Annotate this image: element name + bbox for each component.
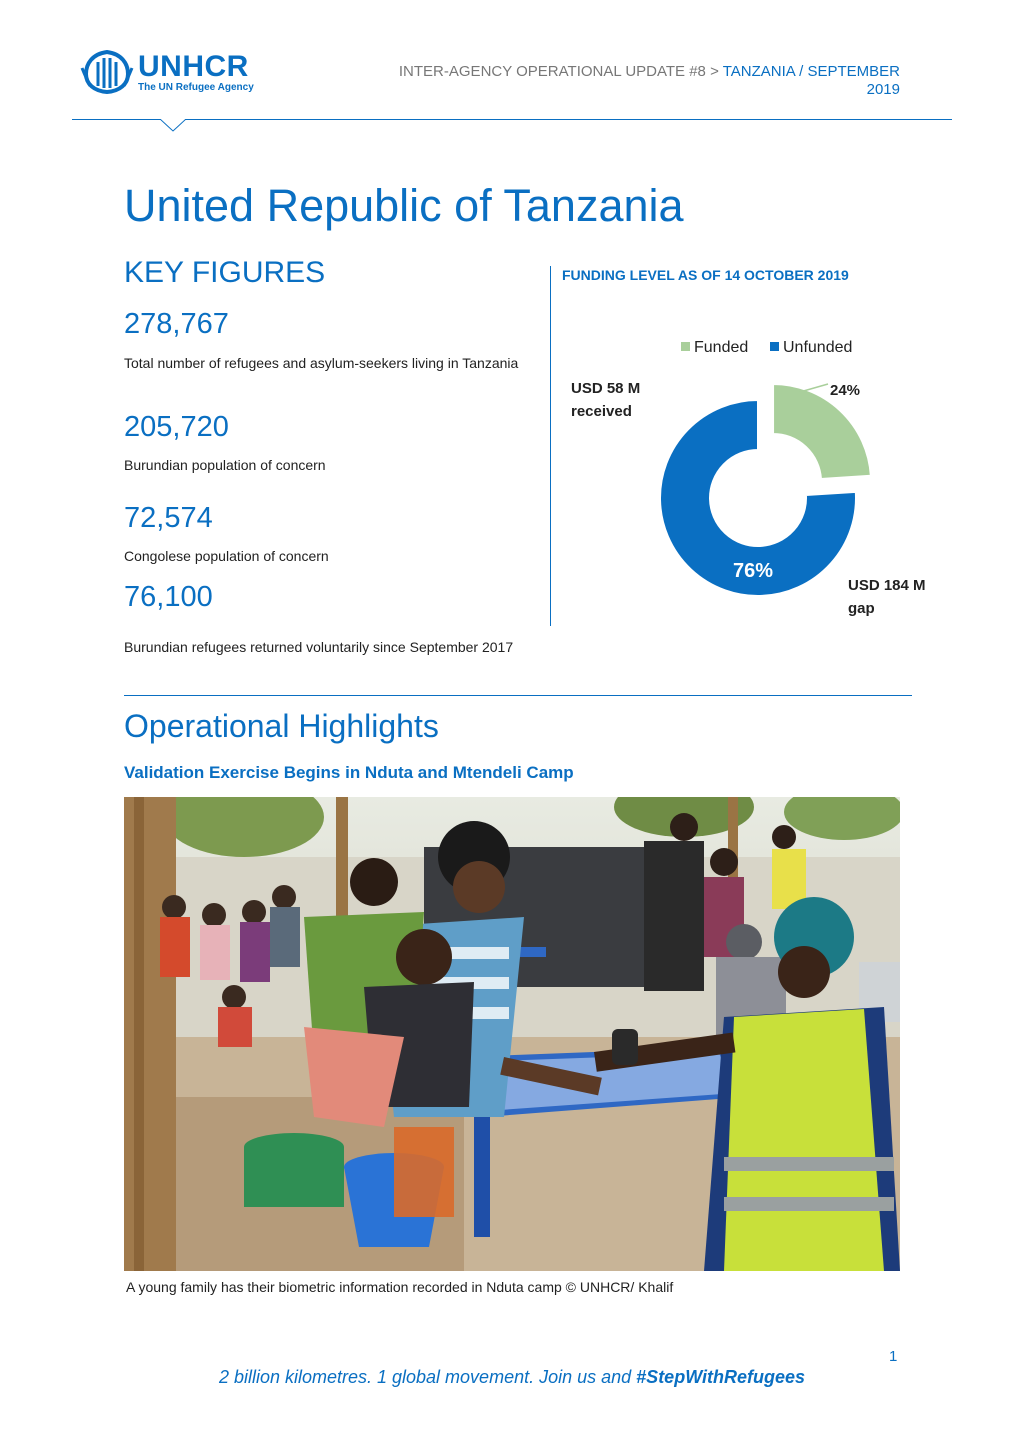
gap-label-line1: USD 184 M bbox=[848, 577, 926, 594]
data-label-funded: 24% bbox=[830, 382, 861, 399]
report-location: TANZANIA / SEPTEMBER bbox=[722, 63, 900, 80]
slogan-hashtag: #StepWithRefugees bbox=[636, 1367, 806, 1387]
report-prefix: INTER-AGENCY OPERATIONAL UPDATE #8 > bbox=[398, 63, 719, 80]
footer-slogan bbox=[0, 1367, 1024, 1388]
slogan-text: 2 billion kilometres. 1 global movement. Join us and bbox=[218, 1367, 632, 1387]
page-title: United Republic of Tanzania bbox=[124, 180, 684, 231]
legend-swatch-funded bbox=[681, 342, 690, 351]
report-header bbox=[300, 63, 900, 99]
funding-donut-chart bbox=[560, 330, 960, 630]
page-number: 1 bbox=[889, 1348, 898, 1365]
highlights-heading: Operational Highlights bbox=[124, 708, 439, 744]
received-label-line1: USD 58 M bbox=[571, 380, 641, 397]
legend-label-funded: Funded bbox=[694, 339, 749, 356]
unhcr-logo bbox=[80, 48, 280, 98]
section-divider bbox=[124, 695, 912, 696]
figure-description: Burundian refugees returned voluntarily since September 2017 bbox=[124, 639, 514, 655]
figure-value: 278,767 bbox=[124, 308, 229, 340]
logo-tagline: The UN Refugee Agency bbox=[138, 82, 254, 93]
logo-name: UNHCR bbox=[138, 50, 249, 83]
header-divider bbox=[72, 119, 952, 120]
figure-description: Burundian population of concern bbox=[124, 457, 326, 473]
gap-label-line2: gap bbox=[848, 600, 875, 617]
data-label-unfunded: 76% bbox=[733, 560, 774, 582]
funding-heading: FUNDING LEVEL AS OF 14 OCTOBER 2019 bbox=[562, 267, 849, 283]
figure-description: Total number of refugees and asylum-seekers living in Tanzania bbox=[124, 355, 519, 371]
unhcr-emblem-icon bbox=[80, 48, 134, 94]
photo-caption: A young family has their biometric information recorded in Nduta camp © UNHCR/ Khalif bbox=[126, 1279, 674, 1295]
figure-value: 72,574 bbox=[124, 502, 213, 534]
photo-illustration bbox=[124, 797, 900, 1271]
figure-description: Congolese population of concern bbox=[124, 548, 329, 564]
figure-value: 205,720 bbox=[124, 411, 229, 443]
received-label-line2: received bbox=[571, 403, 632, 420]
legend-label-unfunded: Unfunded bbox=[783, 339, 853, 356]
header-notch-icon bbox=[160, 119, 186, 133]
report-year: 2019 bbox=[866, 81, 900, 98]
legend-swatch-unfunded bbox=[770, 342, 779, 351]
column-divider bbox=[550, 266, 551, 626]
figure-value: 76,100 bbox=[124, 581, 213, 613]
highlights-subheading: Validation Exercise Begins in Nduta and Mtendeli Camp bbox=[124, 763, 574, 782]
key-figures-heading: KEY FIGURES bbox=[124, 256, 326, 289]
validation-photo bbox=[124, 797, 900, 1271]
